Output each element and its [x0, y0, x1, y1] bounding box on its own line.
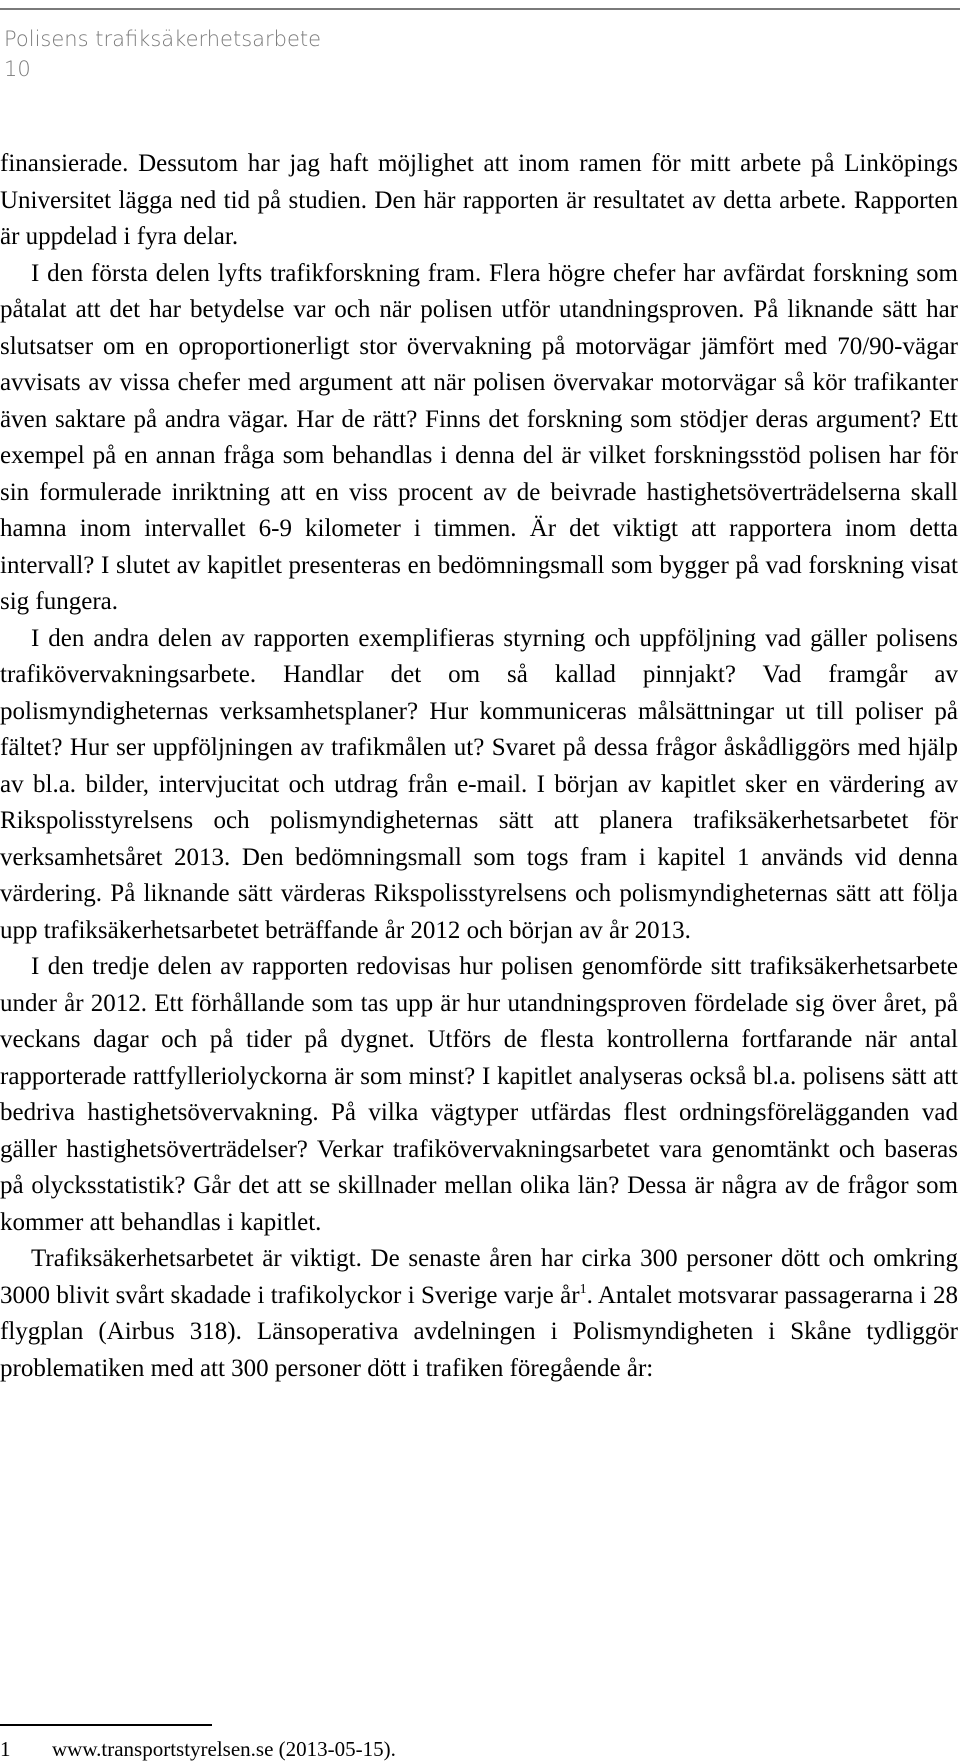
paragraph-part-two: I den andra delen av rapporten exemplifieras styrning och uppföljning vad gäller polisens trafikövervakningsarbete. Handlar det om så kallad pinnjakt? Vad framgår av polismyndigheternas verksamhetsplaner? Hur kommuniceras målsättningar ut till poliser på fältet? Hur ser uppföljningen av trafikmålen ut? Svaret på dessa frågor åskådliggörs med hjälp av bl.a. bilder, intervjucitat och utdrag från e-mail. I början av kapitlet sker en värdering av Rikspolisstyrelsens och polismyndigheternas sätt att planera trafiksäkerhetsarbetet för verksamhetsåret 2013. Den bedömningsmall som togs fram i kapitel 1 används vid denna värdering. På liknande sätt värderas Rikspolisstyrelsens och polismyndigheternas sätt att följa upp trafiksäkerhetsarbetet beträffande år 2012 och början av år 2013. — [0, 624, 958, 944]
top-rule — [0, 8, 960, 10]
paragraph-traffic-safety-text-b: . Antalet motsvarar passagerarna i 28 flygplan (Airbus 318). Länsoperativa avdelningen i Polismyndigheten i Skåne tydliggör problematiken med att 300 personer dött i trafiken föregående år: — [0, 1281, 959, 1382]
running-header-title: Polisens trafiksäkerhetsarbete — [4, 27, 322, 51]
paragraph-traffic-safety-text-a: Trafiksäkerhetsarbetet är viktigt. De senaste åren har cirka 300 personer dött och omkring 3000 blivit svårt skadade i trafikolyckor i Sverige varje år — [0, 1245, 958, 1309]
paragraph-traffic-safety — [0, 1241, 958, 1387]
paragraph-part-three: I den tredje delen av rapporten redovisas hur polisen genomförde sitt trafiksäkerhetsarbete under år 2012. Ett förhållande som tas upp är hur utandningsproven fördelade sig över året, på veckans dagar och på tider på dygnet. Utförs de flesta kontrollerna fortfarande när antal rapporterade rattfylleriolyckorna är som minst? I kapitlet analyseras också bl.a. polisens sätt att bedriva hastighetsövervakning. På vilka vägtyper utfärdas flest ordningsförelägganden vad gäller hastighetsöverträdelser? Verkar trafikövervakningsarbetet vara genomtänkt och baseras på olycksstatistik? Går det att se skillnader mellan olika län? Dessa är några av de frågor som kommer att behandlas i kapitlet. — [0, 953, 958, 1236]
page-number: 10 — [4, 57, 31, 81]
footnote-text: www.transportstyrelsen.se (2013-05-15). — [52, 1737, 396, 1761]
footnote-reference[interactable]: 1 — [579, 1281, 587, 1297]
paragraph-continuation: finansierade. Dessutom har jag haft möjlighet att inom ramen för mitt arbete på Linköpings Universitet lägga ned tid på studien. Den här rapporten är resultatet av detta arbete. Rapporten är uppdelad i fyra delar. — [0, 150, 958, 250]
footnote-number: 1 — [0, 1737, 11, 1761]
body-text — [0, 146, 958, 1387]
running-header — [4, 24, 321, 84]
paragraph-part-one: I den första delen lyfts trafikforskning fram. Flera högre chefer har avfärdat forskning som påtalat att det har betydelse var och när polisen utför utandningsproven. På liknande sätt har slutsatser om en oproportionerligt stor övervakning på motorvägar jämfört med 70/90-vägar avvisats av vissa chefer med argument att när polisen övervakar motorvägar så kör trafikanter även saktare på andra vägar. Har de rätt? Finns det forskning som stödjer deras argument? Ett exempel på en annan fråga som behandlas i denna del är vilket forskningsstöd polisen har för sin formulerade inriktning att en viss procent av de beivrade hastighetsöverträdelserna skall hamna inom intervallet 6-9 kilometer i timmen. Är det viktigt att rapportera inom detta intervall? I slutet av kapitlet presenteras en bedömningsmall som bygger på vad forskning visat sig fungera. — [0, 259, 958, 615]
footnote-rule — [0, 1724, 212, 1726]
footnote — [0, 1736, 396, 1762]
